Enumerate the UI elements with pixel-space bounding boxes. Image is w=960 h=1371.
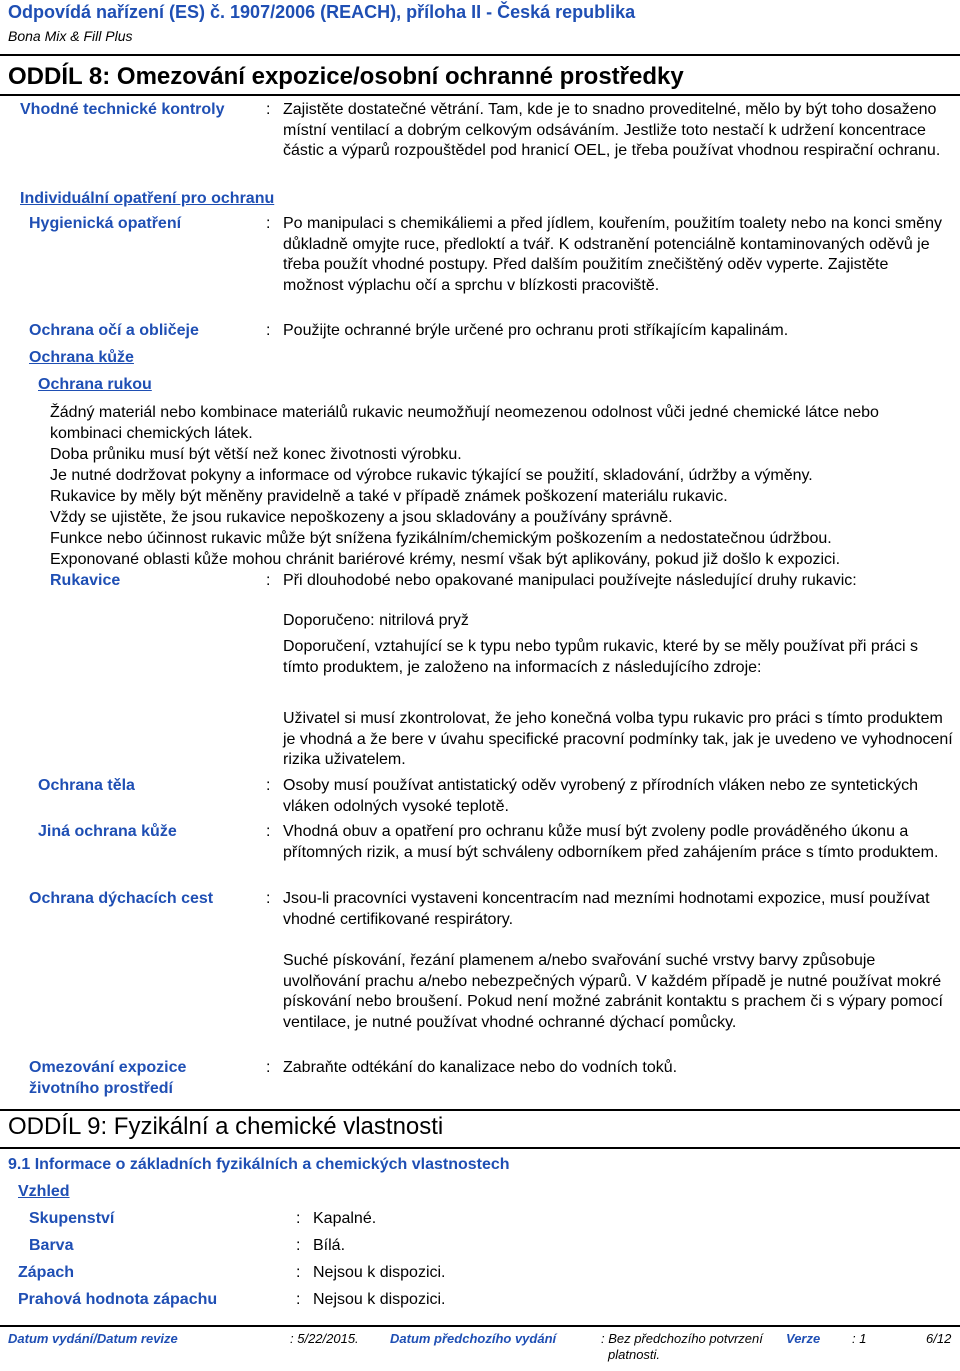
technical-controls-label: Vhodné technické kontroly (20, 101, 225, 118)
eye-protection-label: Ochrana očí a obličeje (29, 322, 199, 339)
skin-protection-label: Ochrana kůže (29, 349, 134, 366)
physical-state-value: Kapalné. (313, 1210, 377, 1227)
odor-threshold-value: Nejsou k dispozici. (313, 1291, 446, 1308)
physical-state-label: Skupenství (29, 1210, 115, 1227)
gloves-recommendation: Doporučení, vztahující se k typu nebo typům rukavic, které by se měly používat při práci s tímto produktem, je založeno na informacích z následujícího zdroje: (283, 638, 918, 676)
colon: : (296, 1237, 301, 1254)
colon: : (266, 215, 271, 232)
colon: : (296, 1210, 301, 1227)
hand-text-line: Je nutné dodržovat pokyny a informace od výrobce rukavic týkající se použití, skladování, údržby a výměny. (50, 467, 813, 484)
section-8-divider (0, 94, 960, 96)
section-8-title: ODDÍL 8: Omezování expozice/osobní ochranné prostředky (8, 63, 684, 90)
colon: : (266, 777, 271, 794)
colon: : (266, 1059, 271, 1076)
issue-date-label: Datum vydání/Datum revize (8, 1331, 178, 1346)
environmental-exposure-value: Zabraňte odtékání do kanalizace nebo do vodních toků. (283, 1059, 678, 1076)
product-name: Bona Mix & Fill Plus (8, 28, 133, 44)
hand-text-line: Vždy se ujistěte, že jsou rukavice nepoškozeny a jsou skladovány a používány správně. (50, 509, 673, 526)
header-divider (0, 54, 960, 56)
previous-issue-value: : Bez předchozího potvrzení (601, 1331, 763, 1346)
colon: : (266, 823, 271, 840)
odor-threshold-label: Prahová hodnota zápachu (18, 1291, 218, 1308)
gloves-value: Při dlouhodobé nebo opakované manipulaci používejte následující druhy rukavic: (283, 572, 857, 589)
environmental-exposure-label (29, 1058, 186, 1099)
body-protection-value: Osoby musí používat antistatický oděv vyrobený z přírodních vláken nebo ze syntetických vláken odolných vysoké teplotě. (283, 777, 918, 815)
colon: : (296, 1264, 301, 1281)
version-label: Verze (786, 1331, 821, 1346)
colon: : (266, 322, 271, 339)
technical-controls-value: Zajistěte dostatečné větrání. Tam, kde je to snadno proveditelné, mělo by být toho dosaženo místní ventilací a dobrým celkovým odsáváním. Jestliže toto nestačí k udržení koncentrace částic a výparů rozpouštědel pod hranicí OEL, je třeba používat vhodnou respirační ochranu. (283, 101, 941, 159)
hand-text-line: Rukavice by měly být měněny pravidelně a také v případě známek poškození materiálu rukavic. (50, 488, 728, 505)
respiratory-protection-label: Ochrana dýchacích cest (29, 890, 214, 907)
previous-issue-value-cont: platnosti. (608, 1347, 661, 1362)
colon: : (266, 572, 271, 589)
environmental-exposure-label-line: Omezování expozice (29, 1059, 187, 1076)
section-9-divider (0, 1147, 960, 1149)
gloves-recommended: Doporučeno: nitrilová pryž (283, 612, 469, 629)
hygiene-label: Hygienická opatření (29, 215, 182, 232)
body-protection-label: Ochrana těla (38, 777, 135, 794)
hand-protection-label: Ochrana rukou (38, 376, 152, 393)
regulation-header: Odpovídá nařízení (ES) č. 1907/2006 (REACH), příloha II - Česká republika (8, 2, 636, 22)
previous-issue-label: Datum předchozího vydání (390, 1331, 557, 1346)
footer-divider (0, 1325, 960, 1327)
hand-text-line: Žádný materiál nebo kombinace materiálů rukavic neumožňují neomezenou odolnost vůči jedné chemické látce nebo kombinaci chemických látek. (50, 404, 879, 442)
colon: : (296, 1291, 301, 1308)
issue-date-value: : 5/22/2015. (290, 1331, 359, 1346)
hygiene-value: Po manipulaci s chemikáliemi a před jídlem, kouřením, použitím toalety nebo na konci směny důkladně omyjte ruce, předloktí a tvář. K odstranění potenciálně kontaminovaných oděvů je třeba použít vhodné postupy. Před dalším použitím znečištěný oděv vyperte. Zajistěte možnost výplachu očí a sprchu v blízkosti pracoviště. (283, 215, 942, 294)
appearance-label: Vzhled (18, 1183, 70, 1200)
section-9-title: ODDÍL 9: Fyzikální a chemické vlastnosti (8, 1113, 444, 1140)
respiratory-protection-value: Jsou-li pracovníci vystaveni koncentracím nad mezními hodnotami expozice, musí používat vhodné certifikované respirátory. (283, 890, 930, 928)
version-value: : 1 (852, 1331, 867, 1346)
individual-measures-label: Individuální opatření pro ochranu (20, 190, 275, 207)
gloves-user-check: Uživatel si musí zkontrolovat, že jeho konečná volba typu rukavic pro práci s tímto produktem je vhodná a že bere v úvahu specifické pracovní podmínky tak, jak je uvedeno ve vyhodnocení rizika uživatelem. (283, 710, 953, 768)
environmental-exposure-label-line: životního prostředí (29, 1079, 173, 1097)
other-skin-protection-value: Vhodná obuv a opatření pro ochranu kůže musí být zvoleny podle prováděného úkonu a přítomných rizik, a musí být schváleny odborníkem před zahájením práce s tímto produktem. (283, 823, 939, 861)
section-9-subtitle: 9.1 Informace o základních fyzikálních a chemických vlastnostech (8, 1156, 510, 1173)
gloves-label: Rukavice (50, 572, 121, 589)
odor-value: Nejsou k dispozici. (313, 1264, 446, 1281)
section-9-divider-top (0, 1109, 960, 1111)
hand-text-line: Funkce nebo účinnost rukavic může být snížena fyzikálním/chemickým poškozením a nedostatečnou údržbou. (50, 530, 832, 547)
odor-label: Zápach (18, 1264, 75, 1281)
color-label: Barva (29, 1237, 74, 1254)
hand-text-line: Doba průniku musí být větší než konec životnosti výrobku. (50, 446, 462, 463)
respiratory-note: Suché pískování, řezání plamenem a/nebo svařování suché vrstvy barvy způsobuje uvolňování prachu a/nebo nebezpečných výparů. V každém případě je nutné používat mokré pískování nebo broušení. Pokud není možné zabránit kontaktu s prachem či s výpary pomocí ventilace, je nutné používat vhodné ochranné dýchací pomůcky. (283, 952, 943, 1031)
color-value: Bílá. (313, 1237, 346, 1254)
colon: : (266, 890, 271, 907)
colon: : (266, 101, 271, 118)
other-skin-protection-label: Jiná ochrana kůže (38, 823, 177, 840)
hand-protection-text (50, 402, 950, 570)
page-number: 6/12 (926, 1331, 952, 1346)
eye-protection-value: Použijte ochranné brýle určené pro ochranu proti stříkajícím kapalinám. (283, 322, 789, 339)
hand-text-line: Exponované oblasti kůže mohou chránit bariérové krémy, nesmí však být aplikovány, pokud již došlo k expozici. (50, 551, 841, 568)
